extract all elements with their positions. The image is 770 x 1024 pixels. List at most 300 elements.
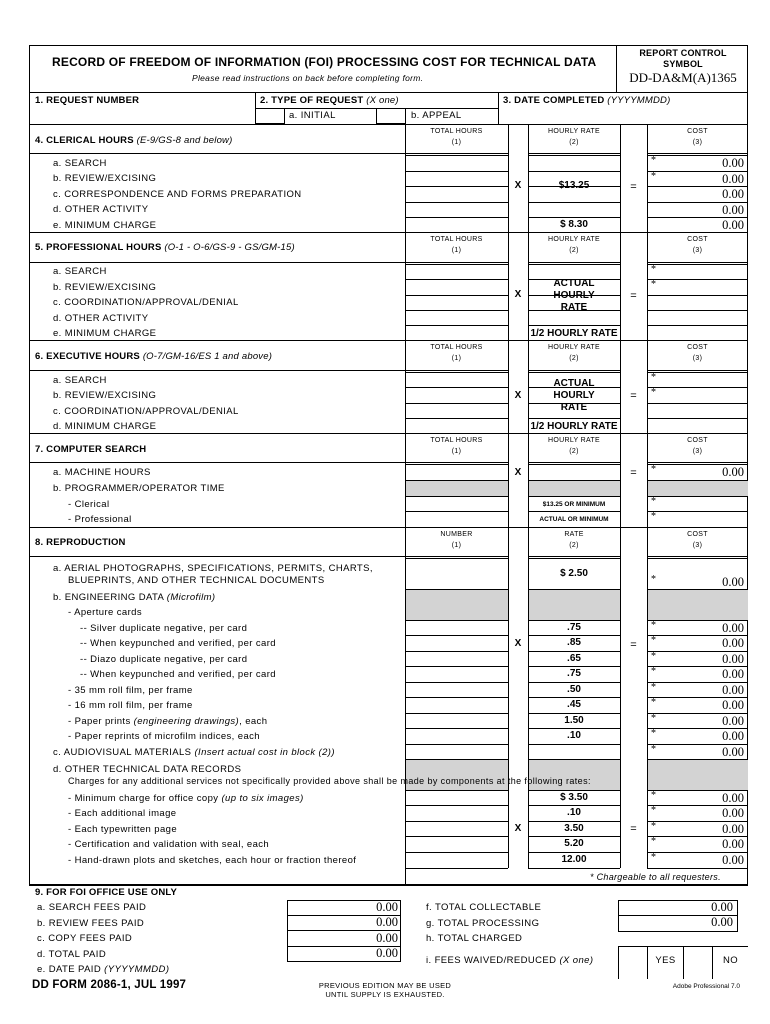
cost-value[interactable]: 0.00 [722, 791, 744, 805]
rule [647, 496, 748, 497]
cost-value[interactable]: 0.00 [722, 621, 744, 635]
rule [29, 527, 748, 528]
multiply-sign: X [514, 390, 522, 401]
rule [528, 556, 620, 557]
foi-office-use-label: 9. FOR FOI OFFICE USE ONLY [35, 887, 178, 898]
clerical-minimum: e. MINIMUM CHARGE [53, 220, 157, 231]
type-initial-label: a. INITIAL [289, 110, 336, 121]
chargeable-star: * [651, 728, 656, 739]
microfilm-rate: .65 [567, 653, 581, 664]
rule [29, 556, 405, 557]
col-header-1-num: (1) [451, 542, 462, 549]
prof-coordination: c. COORDINATION/APPROVAL/DENIAL [53, 297, 239, 308]
microfilm-rate: .10 [567, 730, 581, 741]
rule [405, 682, 508, 683]
rule [528, 620, 620, 621]
prof-search: a. SEARCH [53, 266, 107, 277]
other-data-rate: 5.20 [564, 838, 584, 849]
rule [647, 387, 748, 388]
rule [405, 262, 508, 263]
programmer-professional: - Professional [68, 514, 132, 525]
waived-no-label: NO [722, 955, 739, 966]
exec-review: b. REVIEW/EXCISING [53, 390, 157, 401]
chargeable-star: * [651, 836, 656, 847]
col-header-1: TOTAL HOURS [430, 437, 483, 444]
col-header-2: HOURLY RATE [548, 437, 600, 444]
rule [528, 744, 620, 745]
multiply-sign: X [514, 180, 522, 191]
other-data-row-label: - Each typewritten page [68, 824, 178, 835]
microfilm-row-label: - 16 mm roll film, per frame [68, 700, 193, 711]
type-of-request-label: 2. TYPE OF REQUEST (X one) [260, 95, 399, 106]
microfilm-row-label: - Paper prints (engineering drawings), each [68, 716, 268, 727]
microfilm-rate: .50 [567, 684, 581, 695]
chargeable-star: * [651, 805, 656, 816]
chargeable-star: * [651, 744, 656, 755]
review-fees-paid: b. REVIEW FEES PAID [37, 918, 145, 929]
rule [29, 153, 405, 154]
rule [29, 433, 748, 434]
chargeable-star: * [651, 279, 656, 290]
equals-sign: = [630, 181, 637, 193]
rule [405, 511, 508, 512]
aperture-cards: - Aperture cards [68, 607, 142, 618]
rule [405, 697, 508, 698]
request-number-label: 1. REQUEST NUMBER [35, 95, 140, 106]
rule [405, 325, 508, 326]
rule [528, 418, 620, 419]
clerical-review: b. REVIEW/EXCISING [53, 173, 157, 184]
col-header-2: HOURLY RATE [548, 236, 600, 243]
rule [528, 836, 620, 837]
rule [405, 418, 508, 419]
rule [528, 264, 620, 265]
rule [647, 325, 748, 326]
rule [405, 387, 508, 388]
clerical-hours-label: 4. CLERICAL HOURS (E-9/GS-8 and below) [35, 135, 233, 146]
rule [508, 340, 509, 433]
professional-min-rate: ACTUAL OR MINIMUM [539, 516, 609, 523]
cost-value[interactable]: 0.00 [722, 636, 744, 650]
shaded-cell [406, 481, 508, 496]
rule [405, 620, 508, 621]
rule [528, 202, 620, 203]
machine-hours: a. MACHINE HOURS [53, 467, 151, 478]
prof-minimum: e. MINIMUM CHARGE [53, 328, 157, 339]
shaded-cell [406, 590, 508, 620]
rule [620, 232, 621, 340]
cost-value[interactable]: 0.00 [722, 822, 744, 836]
rule [647, 153, 748, 154]
other-data-row-label: - Minimum charge for office copy (up to six images) [68, 793, 304, 804]
rule [528, 372, 620, 373]
rule [528, 728, 620, 729]
other-data-rate: .10 [567, 807, 581, 818]
rule [29, 370, 405, 371]
rule [647, 556, 748, 557]
rule [528, 496, 620, 497]
rule [405, 868, 508, 869]
rule [647, 295, 748, 296]
equals-sign: = [630, 639, 637, 651]
rule [647, 262, 748, 263]
waived-yes-checkbox[interactable] [619, 948, 646, 977]
chargeable-star: * [651, 682, 656, 693]
rule [528, 790, 620, 791]
chargeable-star: * [651, 620, 656, 631]
rule [405, 462, 508, 463]
clerical-search: a. SEARCH [53, 158, 107, 169]
chargeable-star: * [651, 635, 656, 646]
clerical-minimum-rate: $ 8.30 [560, 219, 588, 230]
cost-value[interactable]: 0.00 [722, 853, 744, 867]
type-appeal-label: b. APPEAL [411, 110, 462, 121]
form-frame [29, 45, 748, 886]
cost-value[interactable]: 0.00 [722, 745, 744, 759]
rule [405, 370, 508, 371]
rule [528, 697, 620, 698]
rule [508, 232, 509, 340]
cost-value[interactable]: 0.00 [722, 187, 744, 201]
audiovisual-materials: c. AUDIOVISUAL MATERIALS (Insert actual cost in block (2)) [53, 747, 335, 758]
cost-value[interactable]: 0.00 [722, 837, 744, 851]
software-credit: Adobe Professional 7.0 [672, 983, 740, 990]
copy-fees-value[interactable]: 0.00 [376, 931, 398, 945]
equals-sign: = [630, 290, 637, 302]
clerical-hourly-rate: $13.25 [558, 180, 590, 191]
shaded-cell [648, 760, 748, 790]
microfilm-row-label: -- When keypunched and verified, per card [80, 669, 276, 680]
col-header-2-num: (2) [569, 139, 579, 146]
chargeable-star: * [651, 713, 656, 724]
col-header-3: COST [687, 344, 708, 351]
computer-search-label: 7. COMPUTER SEARCH [35, 444, 147, 455]
rule [528, 153, 620, 154]
chargeable-star: * [651, 574, 656, 585]
chargeable-star: * [651, 372, 656, 383]
chargeable-star: * [651, 790, 656, 801]
rule [29, 232, 748, 233]
rule [405, 790, 508, 791]
chargeable-star: * [651, 387, 656, 398]
rule [405, 279, 508, 280]
exec-search: a. SEARCH [53, 375, 107, 386]
equals-sign: = [630, 467, 637, 479]
rule [528, 682, 620, 683]
appeal-checkbox[interactable] [376, 108, 406, 124]
rule [405, 558, 508, 559]
other-data-row-label: - Hand-drawn plots and sketches, each hour or fraction thereof [68, 855, 357, 866]
rule [405, 295, 508, 296]
cost-value[interactable]: 0.00 [722, 714, 744, 728]
equals-sign: = [630, 823, 637, 835]
rule [620, 340, 621, 433]
rule [528, 713, 620, 714]
other-data-row-label: - Each additional image [68, 808, 177, 819]
cost-value[interactable]: 0.00 [722, 156, 744, 170]
rule [647, 403, 748, 404]
rule [528, 651, 620, 652]
col-header-2: HOURLY RATE [548, 128, 600, 135]
col-header-1-num: (1) [451, 448, 462, 455]
rule [528, 171, 620, 172]
prof-review: b. REVIEW/EXCISING [53, 282, 157, 293]
chargeable-star: * [651, 697, 656, 708]
copy-fees-paid: c. COPY FEES PAID [37, 933, 133, 944]
prof-minimum-rate: 1/2 HOURLY RATE [530, 328, 618, 339]
col-header-2-num: (2) [569, 542, 579, 549]
total-collectable-value[interactable]: 0.00 [711, 900, 733, 914]
prof-rate: ACTUAL HOURLY RATE [553, 278, 595, 313]
chargeable-star: * [651, 821, 656, 832]
aerial-photographs-2: BLUEPRINTS, AND OTHER TECHNICAL DOCUMENTS [68, 575, 325, 586]
col-header-3-num: (3) [692, 448, 703, 455]
col-header-1: TOTAL HOURS [430, 344, 483, 351]
microfilm-rate: .75 [567, 622, 581, 633]
col-header-2: HOURLY RATE [548, 344, 600, 351]
rule [405, 217, 508, 218]
chargeable-star: * [651, 852, 656, 863]
rule [405, 202, 508, 203]
other-data-row-label: - Certification and validation with seal, each [68, 839, 270, 850]
rule [647, 372, 748, 373]
col-header-3: COST [687, 236, 708, 243]
cost-value[interactable]: 0.00 [722, 683, 744, 697]
rule [528, 821, 620, 822]
chargeable-star: * [651, 171, 656, 182]
microfilm-row-label: - 35 mm roll film, per frame [68, 685, 193, 696]
microfilm-row-label: - Paper reprints of microfilm indices, each [68, 731, 260, 742]
cost-value[interactable]: 0.00 [722, 667, 744, 681]
reproduction-label: 8. REPRODUCTION [35, 537, 126, 548]
shaded-cell [529, 590, 620, 620]
multiply-sign: X [514, 823, 522, 834]
rule [405, 464, 508, 465]
exec-coordination: c. COORDINATION/APPROVAL/DENIAL [53, 406, 239, 417]
form-subtitle: Please read instructions on back before completing form. [192, 73, 424, 83]
form-title: RECORD OF FREEDOM OF INFORMATION (FOI) PROCESSING COST FOR TECHNICAL DATA [52, 55, 597, 69]
footnote: * Chargeable to all requesters. [590, 872, 721, 882]
cost-value[interactable]: 0.00 [722, 698, 744, 712]
rule [508, 124, 509, 232]
rule [528, 666, 620, 667]
rule [29, 124, 748, 125]
aerial-photographs-1: a. AERIAL PHOTOGRAPHS, SPECIFICATIONS, PERMITS, CHARTS, [53, 563, 373, 574]
rule [647, 558, 748, 559]
col-header-2-num: (2) [569, 247, 579, 254]
rule [528, 558, 620, 559]
rule [405, 728, 508, 729]
shaded-cell [648, 590, 748, 620]
chargeable-star: * [651, 511, 656, 522]
rule [528, 868, 620, 869]
waived-no-checkbox[interactable] [684, 948, 711, 977]
rule [528, 852, 620, 853]
col-header-3: COST [687, 531, 708, 538]
rule [620, 527, 621, 868]
engineering-data: b. ENGINEERING DATA (Microfilm) [53, 592, 216, 603]
rule [405, 171, 508, 172]
executive-hours-label: 6. EXECUTIVE HOURS (O-7/GM-16/ES 1 and above) [35, 351, 273, 362]
rule [647, 462, 748, 463]
initial-checkbox[interactable] [255, 108, 285, 124]
total-processing-value[interactable]: 0.00 [711, 915, 733, 929]
multiply-sign: X [514, 638, 522, 649]
col-header-1: NUMBER [440, 531, 473, 538]
rule [647, 527, 648, 868]
rule [528, 805, 620, 806]
rule [647, 868, 748, 869]
rule [528, 511, 620, 512]
cost-value[interactable]: 0.00 [722, 218, 744, 232]
total-paid: d. TOTAL PAID [37, 949, 107, 960]
rule [528, 635, 620, 636]
other-technical-data: d. OTHER TECHNICAL DATA RECORDS [53, 764, 242, 775]
chargeable-star: * [651, 464, 656, 475]
other-technical-note: Charges for any additional services not specifically provided above shall be made by components at the following rates: [68, 776, 591, 786]
date-paid: e. DATE PAID (YYYYMMDD) [37, 964, 170, 975]
total-paid-value[interactable]: 0.00 [376, 946, 398, 960]
rule [405, 403, 508, 404]
microfilm-rate: 1.50 [564, 715, 584, 726]
rule [405, 153, 508, 154]
col-header-1-num: (1) [451, 355, 462, 362]
form-number: DD FORM 2086-1, JUL 1997 [32, 979, 187, 991]
microfilm-row-label: -- Silver duplicate negative, per card [80, 623, 248, 634]
rule [405, 651, 508, 652]
rule [405, 155, 508, 156]
rule [405, 713, 508, 714]
other-data-rate: 12.00 [561, 854, 587, 865]
rule [528, 325, 620, 326]
microfilm-rate: .75 [567, 668, 581, 679]
rule [528, 462, 620, 463]
col-header-2-num: (2) [569, 448, 579, 455]
cost-value[interactable]: 0.00 [722, 203, 744, 217]
total-processing: g. TOTAL PROCESSING [426, 918, 540, 929]
report-control-symbol-label: REPORT CONTROL SYMBOL [639, 48, 727, 69]
rule [29, 340, 748, 341]
rule [647, 511, 748, 512]
rule [405, 836, 508, 837]
chargeable-star: * [651, 496, 656, 507]
chargeable-star: * [651, 651, 656, 662]
rule [528, 464, 620, 465]
col-header-1: TOTAL HOURS [430, 236, 483, 243]
rule [647, 418, 748, 419]
rule [647, 340, 648, 433]
microfilm-rate: .85 [567, 637, 581, 648]
rule [508, 527, 509, 868]
rule [29, 262, 405, 263]
col-header-3-num: (3) [692, 247, 703, 254]
col-header-3-num: (3) [692, 355, 703, 362]
waived-yes-label: YES [655, 955, 676, 966]
clerical-correspondence: c. CORRESPONDENCE AND FORMS PREPARATION [53, 189, 302, 200]
cost-value[interactable]: 0.00 [722, 575, 744, 589]
cost-value[interactable]: 0.00 [722, 465, 744, 479]
col-header-1-num: (1) [451, 139, 462, 146]
total-charged: h. TOTAL CHARGED [426, 933, 523, 944]
cost-value[interactable]: 0.00 [722, 652, 744, 666]
rule [647, 279, 748, 280]
chargeable-star: * [651, 155, 656, 166]
rule [405, 852, 508, 853]
rule [405, 635, 508, 636]
col-header-2-num: (2) [569, 355, 579, 362]
rule [528, 155, 620, 156]
rule [647, 310, 748, 311]
rule [620, 124, 621, 232]
rule [405, 744, 508, 745]
rule [405, 372, 508, 373]
prof-other: d. OTHER ACTIVITY [53, 313, 149, 324]
col-header-3-num: (3) [692, 139, 703, 146]
rule [405, 496, 508, 497]
review-fees-value[interactable]: 0.00 [376, 915, 398, 929]
rule [29, 462, 405, 463]
search-fees-paid: a. SEARCH FEES PAID [37, 902, 147, 913]
rule [405, 556, 508, 557]
search-fees-value[interactable]: 0.00 [376, 900, 398, 914]
rule [405, 186, 508, 187]
col-header-3: COST [687, 128, 708, 135]
other-data-rate: 3.50 [564, 823, 584, 834]
shaded-cell [648, 481, 748, 496]
rule [405, 805, 508, 806]
microfilm-row-label: -- Diazo duplicate negative, per card [80, 654, 248, 665]
col-header-1: TOTAL HOURS [430, 128, 483, 135]
cost-value[interactable]: 0.00 [722, 729, 744, 743]
programmer-clerical: - Clerical [68, 499, 110, 510]
exec-minimum: d. MINIMUM CHARGE [53, 421, 157, 432]
col-header-3: COST [687, 437, 708, 444]
shaded-cell [529, 481, 620, 496]
rule [508, 433, 509, 527]
cost-value[interactable]: 0.00 [722, 172, 744, 186]
aerial-rate: $ 2.50 [560, 568, 588, 579]
microfilm-row-label: -- When keypunched and verified, per card [80, 638, 276, 649]
clerical-min-rate: $13.25 OR MINIMUM [542, 501, 606, 508]
rule [405, 264, 508, 265]
professional-hours-label: 5. PROFESSIONAL HOURS (O-1 - O-6/GS-9 - GS/GM-15) [35, 242, 295, 253]
chargeable-star: * [651, 666, 656, 677]
rule [647, 370, 748, 371]
exec-minimum-rate: 1/2 HOURLY RATE [530, 421, 618, 432]
clerical-other: d. OTHER ACTIVITY [53, 204, 149, 215]
report-control-symbol: DD-DA&M(A)1365 [629, 70, 737, 85]
total-collectable: f. TOTAL COLLECTABLE [426, 902, 542, 913]
other-data-rate: $ 3.50 [560, 792, 588, 803]
rule [405, 666, 508, 667]
col-header-2: RATE [564, 531, 584, 538]
rule [528, 262, 620, 263]
cost-value[interactable]: 0.00 [722, 806, 744, 820]
previous-edition-note: PREVIOUS EDITION MAY BE USED UNTIL SUPPLY IS EXHAUSTED. [318, 981, 452, 999]
rule [620, 433, 621, 527]
multiply-sign: X [514, 467, 522, 478]
rule [405, 821, 508, 822]
fees-waived: i. FEES WAIVED/REDUCED (X one) [426, 955, 594, 966]
chargeable-star: * [651, 264, 656, 275]
date-completed-label: 3. DATE COMPLETED (YYYYMMDD) [503, 95, 671, 106]
rule [528, 370, 620, 371]
rule [405, 310, 508, 311]
programmer-time: b. PROGRAMMER/OPERATOR TIME [53, 483, 225, 494]
col-header-1-num: (1) [451, 247, 462, 254]
exec-rate: ACTUAL HOURLY RATE [553, 378, 595, 413]
rule [647, 264, 748, 265]
